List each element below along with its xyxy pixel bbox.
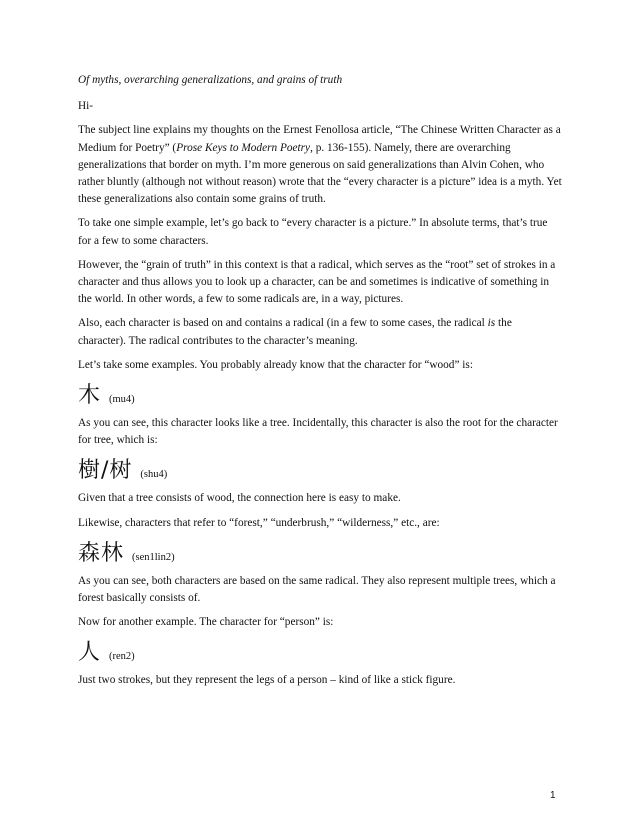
example-person <box>78 638 562 668</box>
paragraph-1-text-b: , p. 136-155). Namely, there are overarching generalizations that border on myth. I’m more generous on said generalizations than Alvin Cohen, who rather bluntly (although not without reason) wrote that the “every character is a picture” idea is a myth. Yet these generalizations also contain some grains of truth. <box>78 141 562 206</box>
paragraph-7: Given that a tree consists of wood, the connection here is easy to make. <box>78 492 401 505</box>
paragraph-8: Likewise, characters that refer to “forest,” “underbrush,” “wilderness,” etc., are: <box>78 516 440 529</box>
example-wood <box>78 381 562 411</box>
paragraph-4-text-b: the character). The radical contributes to the character’s meaning. <box>78 317 512 347</box>
paragraph-1-text-a: The subject line explains my thoughts on the Ernest Fenollosa article, “The Chinese Written Character as a Medium for Poetry” ( <box>78 124 561 154</box>
page-number: 1 <box>550 790 556 801</box>
example-tree <box>78 456 562 486</box>
paragraph-6: As you can see, this character looks like a tree. Incidentally, this character is also the root for the character for tree, which is: <box>78 417 558 447</box>
character-tree: 樹/树 <box>78 458 133 484</box>
paragraph-1 <box>78 122 562 208</box>
paragraph-2: To take one simple example, let’s go back to “every character is a picture.” In absolute terms, that’s true for a few to some characters. <box>78 217 548 247</box>
emphasis-is: is <box>487 317 496 330</box>
paragraph-5: Let’s take some examples. You probably already know that the character for “wood” is: <box>78 358 473 371</box>
greeting: Hi- <box>78 100 94 113</box>
document-title: Of myths, overarching generalizations, and grains of truth <box>78 74 343 86</box>
example-forest <box>78 539 562 569</box>
character-wood: 木 <box>78 383 102 409</box>
paragraph-4 <box>78 315 562 349</box>
paragraph-9: As you can see, both characters are based on the same radical. They also represent multiple trees, which a forest basically consists of. <box>78 574 556 605</box>
paragraph-11: Just two strokes, but they represent the legs of a person – kind of like a stick figure. <box>78 674 456 687</box>
pinyin-tree: (shu4) <box>140 469 168 481</box>
document-body <box>78 72 562 697</box>
book-reference: Prose Keys to Modern Poetry <box>176 141 311 154</box>
paragraph-4-text-a: Also, each character is based on and contains a radical (in a few to some cases, the radical <box>78 317 488 330</box>
paragraph-10: Now for another example. The character for “person” is: <box>78 616 334 629</box>
character-forest: 森林 <box>78 540 125 566</box>
character-person: 人 <box>78 640 102 666</box>
paragraph-3: However, the “grain of truth” in this context is that a radical, which serves as the “root” set of strokes in a character and thus allows you to look up a character, can be and sometimes is indicative of something in the world. In other words, a few to some radicals are, in a way, pictures. <box>78 258 556 306</box>
pinyin-wood: (mu4) <box>109 394 135 406</box>
pinyin-forest: (sen1lin2) <box>132 551 175 563</box>
pinyin-person: (ren2) <box>109 651 135 663</box>
